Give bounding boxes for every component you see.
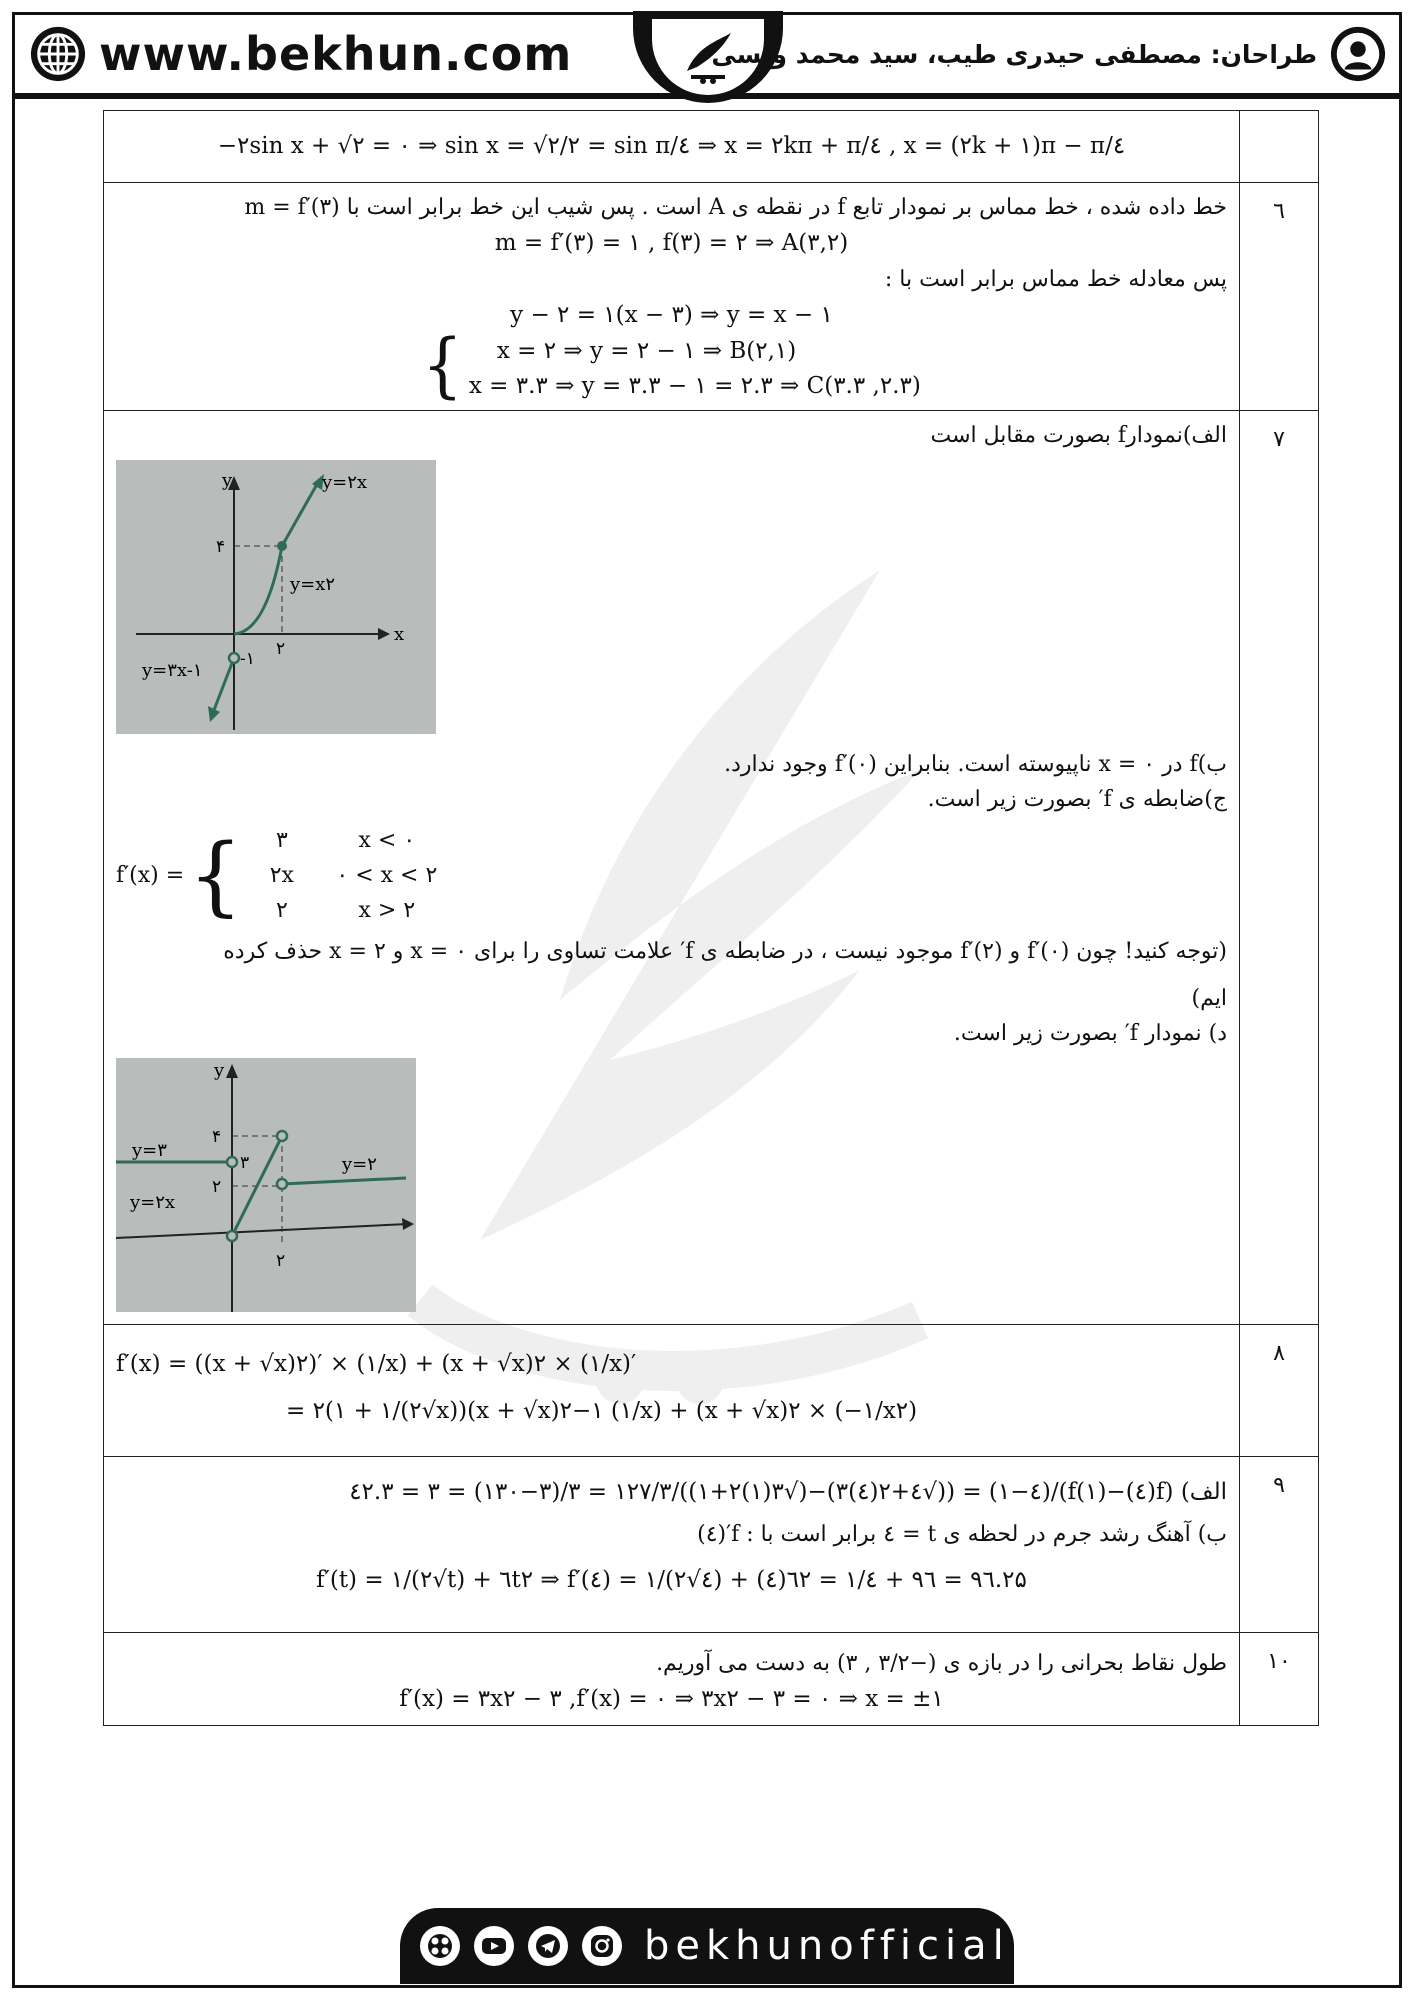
- piece-value: ۳: [275, 828, 288, 853]
- text-line: خط داده شده ، خط مماس بر نمودار تابع f در نقطه ی A است . پس شیب این خط برابر است با m = f′(۳): [244, 195, 1227, 220]
- equation: m = f′(۳) = ۱ , f(۳) = ۲ ⇒ A(۳,۲): [494, 230, 849, 256]
- text-line: پس معادله خط مماس برابر است با :: [884, 266, 1227, 292]
- text-line: ج)ضابطه ی f′ بصورت زیر است.: [927, 787, 1227, 812]
- text-line: ب)f در x = ۰ ناپیوسته است. بنابراین f′(۰) وجود ندارد.: [724, 752, 1227, 777]
- table-row: [104, 183, 1319, 411]
- piecewise-lhs: f′(x) =: [116, 863, 185, 888]
- tick-label: ۳: [240, 1153, 250, 1173]
- curve-label: y=۲x: [322, 472, 368, 493]
- equation: الف) (f(٤)−f(۱))/(٤−۱) = ((√٤+۲(٤)۳)−(√۱+۲(۱)۳))/۳ = (۱۳۰−۳)/۳ = ۱۲۷/۳ = ٤۲.۳: [349, 1479, 1227, 1505]
- question-number: ۱۰: [1240, 1633, 1319, 1726]
- question-number: ٦: [1240, 183, 1319, 411]
- site-link[interactable]: [29, 25, 572, 83]
- x-axis-label: x: [394, 624, 405, 645]
- equation: = ۲(۱ + ۱/(۲√x))(x + √x)۲−۱ (۱/x) + (x + √x)۲ × (−۱/x۲): [286, 1397, 918, 1424]
- answer-cell: [104, 411, 1240, 1325]
- table-row: [104, 111, 1319, 183]
- instagram-icon[interactable]: [582, 1926, 622, 1966]
- question-number: ۸: [1240, 1325, 1319, 1457]
- answer-cell: [104, 183, 1240, 411]
- curve-label: y=۳x-۱: [142, 660, 203, 681]
- tick-label: ۴: [212, 1127, 222, 1147]
- equation: f′(t) = ۱/(۲√t) + ٦t۲ ⇒ f′(٤) = ۱/(۲√٤) + ٦(٤)۲ = ۱/٤ + ۹٦ = ۹٦.۲۵: [316, 1566, 1027, 1593]
- question-number: ۷: [1240, 411, 1319, 1325]
- text-line: ب) آهنگ رشد جرم در لحظه ی t = ٤ برابر است با : f′(٤): [697, 1521, 1227, 1547]
- tick-label: -۱: [240, 649, 255, 669]
- equation: x = ۲ ⇒ y = ۲ − ۱ ⇒ B(۲,۱): [496, 338, 797, 364]
- curve-label: y=x۲: [290, 574, 336, 595]
- equation: x = ۳.۳ ⇒ y = ۳.۳ − ۱ = ۲.۳ ⇒ C(۳.۳ ,۲.۳): [468, 372, 921, 399]
- y-axis-label: y: [222, 470, 233, 491]
- piece-value: ۲: [275, 898, 288, 923]
- graph-f-figure: [116, 460, 436, 734]
- equation: −۲sin x + √۲ = ۰ ⇒ sin x = √۲/۲ = sin π/٤ ⇒ x = ۲kπ + π/٤ , x = (۲k + ۱)π − π/٤: [217, 133, 1126, 159]
- y-axis-label: y: [214, 1060, 225, 1081]
- aparat-icon[interactable]: [420, 1926, 460, 1966]
- question-number: ۹: [1240, 1457, 1319, 1633]
- text-line: ایم): [1191, 986, 1227, 1011]
- answer-cell: [104, 1325, 1240, 1457]
- telegram-icon[interactable]: [528, 1926, 568, 1966]
- tick-label: ۲: [276, 1251, 286, 1271]
- table-row: [104, 1457, 1319, 1633]
- curve-label: y=۳: [132, 1140, 167, 1161]
- globe-icon: [29, 25, 87, 83]
- curve-label: y=۲x: [130, 1192, 176, 1213]
- piece-condition: x < ۰: [358, 828, 416, 853]
- graph-f-prime: [116, 1058, 1227, 1312]
- equation-system: { x = ۲ ⇒ y = ۲ − ۱ ⇒ B(۲,۱) x = ۳.۳ ⇒ y = ۳.۳ − ۱ = ۲.۳ ⇒ C(۳.۳ ,۲.۳): [422, 325, 921, 407]
- piece-condition: ۰ < x < ۲: [336, 863, 438, 888]
- text-line: طول نقاط بحرانی را در بازه ی (−۳/۲ , ۳) به دست می آوریم.: [656, 1651, 1227, 1676]
- answer-cell: [104, 1457, 1240, 1633]
- equation: f′(x) = ((x + √x)۲)′ × (۱/x) + (x + √x)۲ × (۱/x)′: [116, 1351, 637, 1377]
- text-line: الف)نمودارf بصورت مقابل است: [930, 423, 1227, 448]
- tick-label: ۲: [212, 1177, 222, 1197]
- question-number: [1240, 111, 1319, 183]
- designers: [711, 25, 1387, 83]
- piecewise-function: f′(x) = { ۳ x < ۰ ۲x ۰ < x < ۲ ۲ x > ۲: [116, 824, 1227, 927]
- piece-condition: x > ۲: [358, 898, 416, 923]
- text-line: (توجه کنید! چون f′(۰) و f′(۲) موجود نیست ، در ضابطه ی f′ علامت تساوی را برای x = ۰ و x = ۲ حذف کرده: [223, 939, 1227, 964]
- footer-social-bar: [400, 1908, 1014, 1984]
- table-row: [104, 1325, 1319, 1457]
- equation: f′(x) = ۳x۲ − ۳ ,f′(x) = ۰ ⇒ ۳x۲ − ۳ = ۰ ⇒ x = ±۱: [399, 1686, 944, 1712]
- answer-cell: [104, 111, 1240, 183]
- curve-label: y=۲: [342, 1154, 377, 1175]
- tick-label: ۴: [216, 537, 226, 557]
- youtube-icon[interactable]: [474, 1926, 514, 1966]
- equation: y − ۲ = ۱(x − ۳) ⇒ y = x − ۱: [510, 301, 833, 328]
- text-line: د) نمودار f′ بصورت زیر است.: [953, 1021, 1227, 1046]
- graph-f-prime-figure: [116, 1058, 416, 1312]
- table-row: [104, 1633, 1319, 1726]
- social-handle: bekhunofficial: [644, 1923, 1010, 1969]
- answer-cell: [104, 1633, 1240, 1726]
- header: [15, 15, 1399, 99]
- tick-label: ۲: [276, 639, 286, 659]
- piece-value: ۲x: [269, 863, 294, 888]
- designers-text: طراحان: مصطفی حیدری طیب، سید محمد ویسی: [711, 39, 1317, 69]
- user-avatar-icon: [1329, 25, 1387, 83]
- site-url: www.bekhun.com: [99, 27, 573, 81]
- solutions-table: [103, 110, 1319, 1726]
- table-row: [104, 411, 1319, 1325]
- graph-f: [116, 460, 1227, 734]
